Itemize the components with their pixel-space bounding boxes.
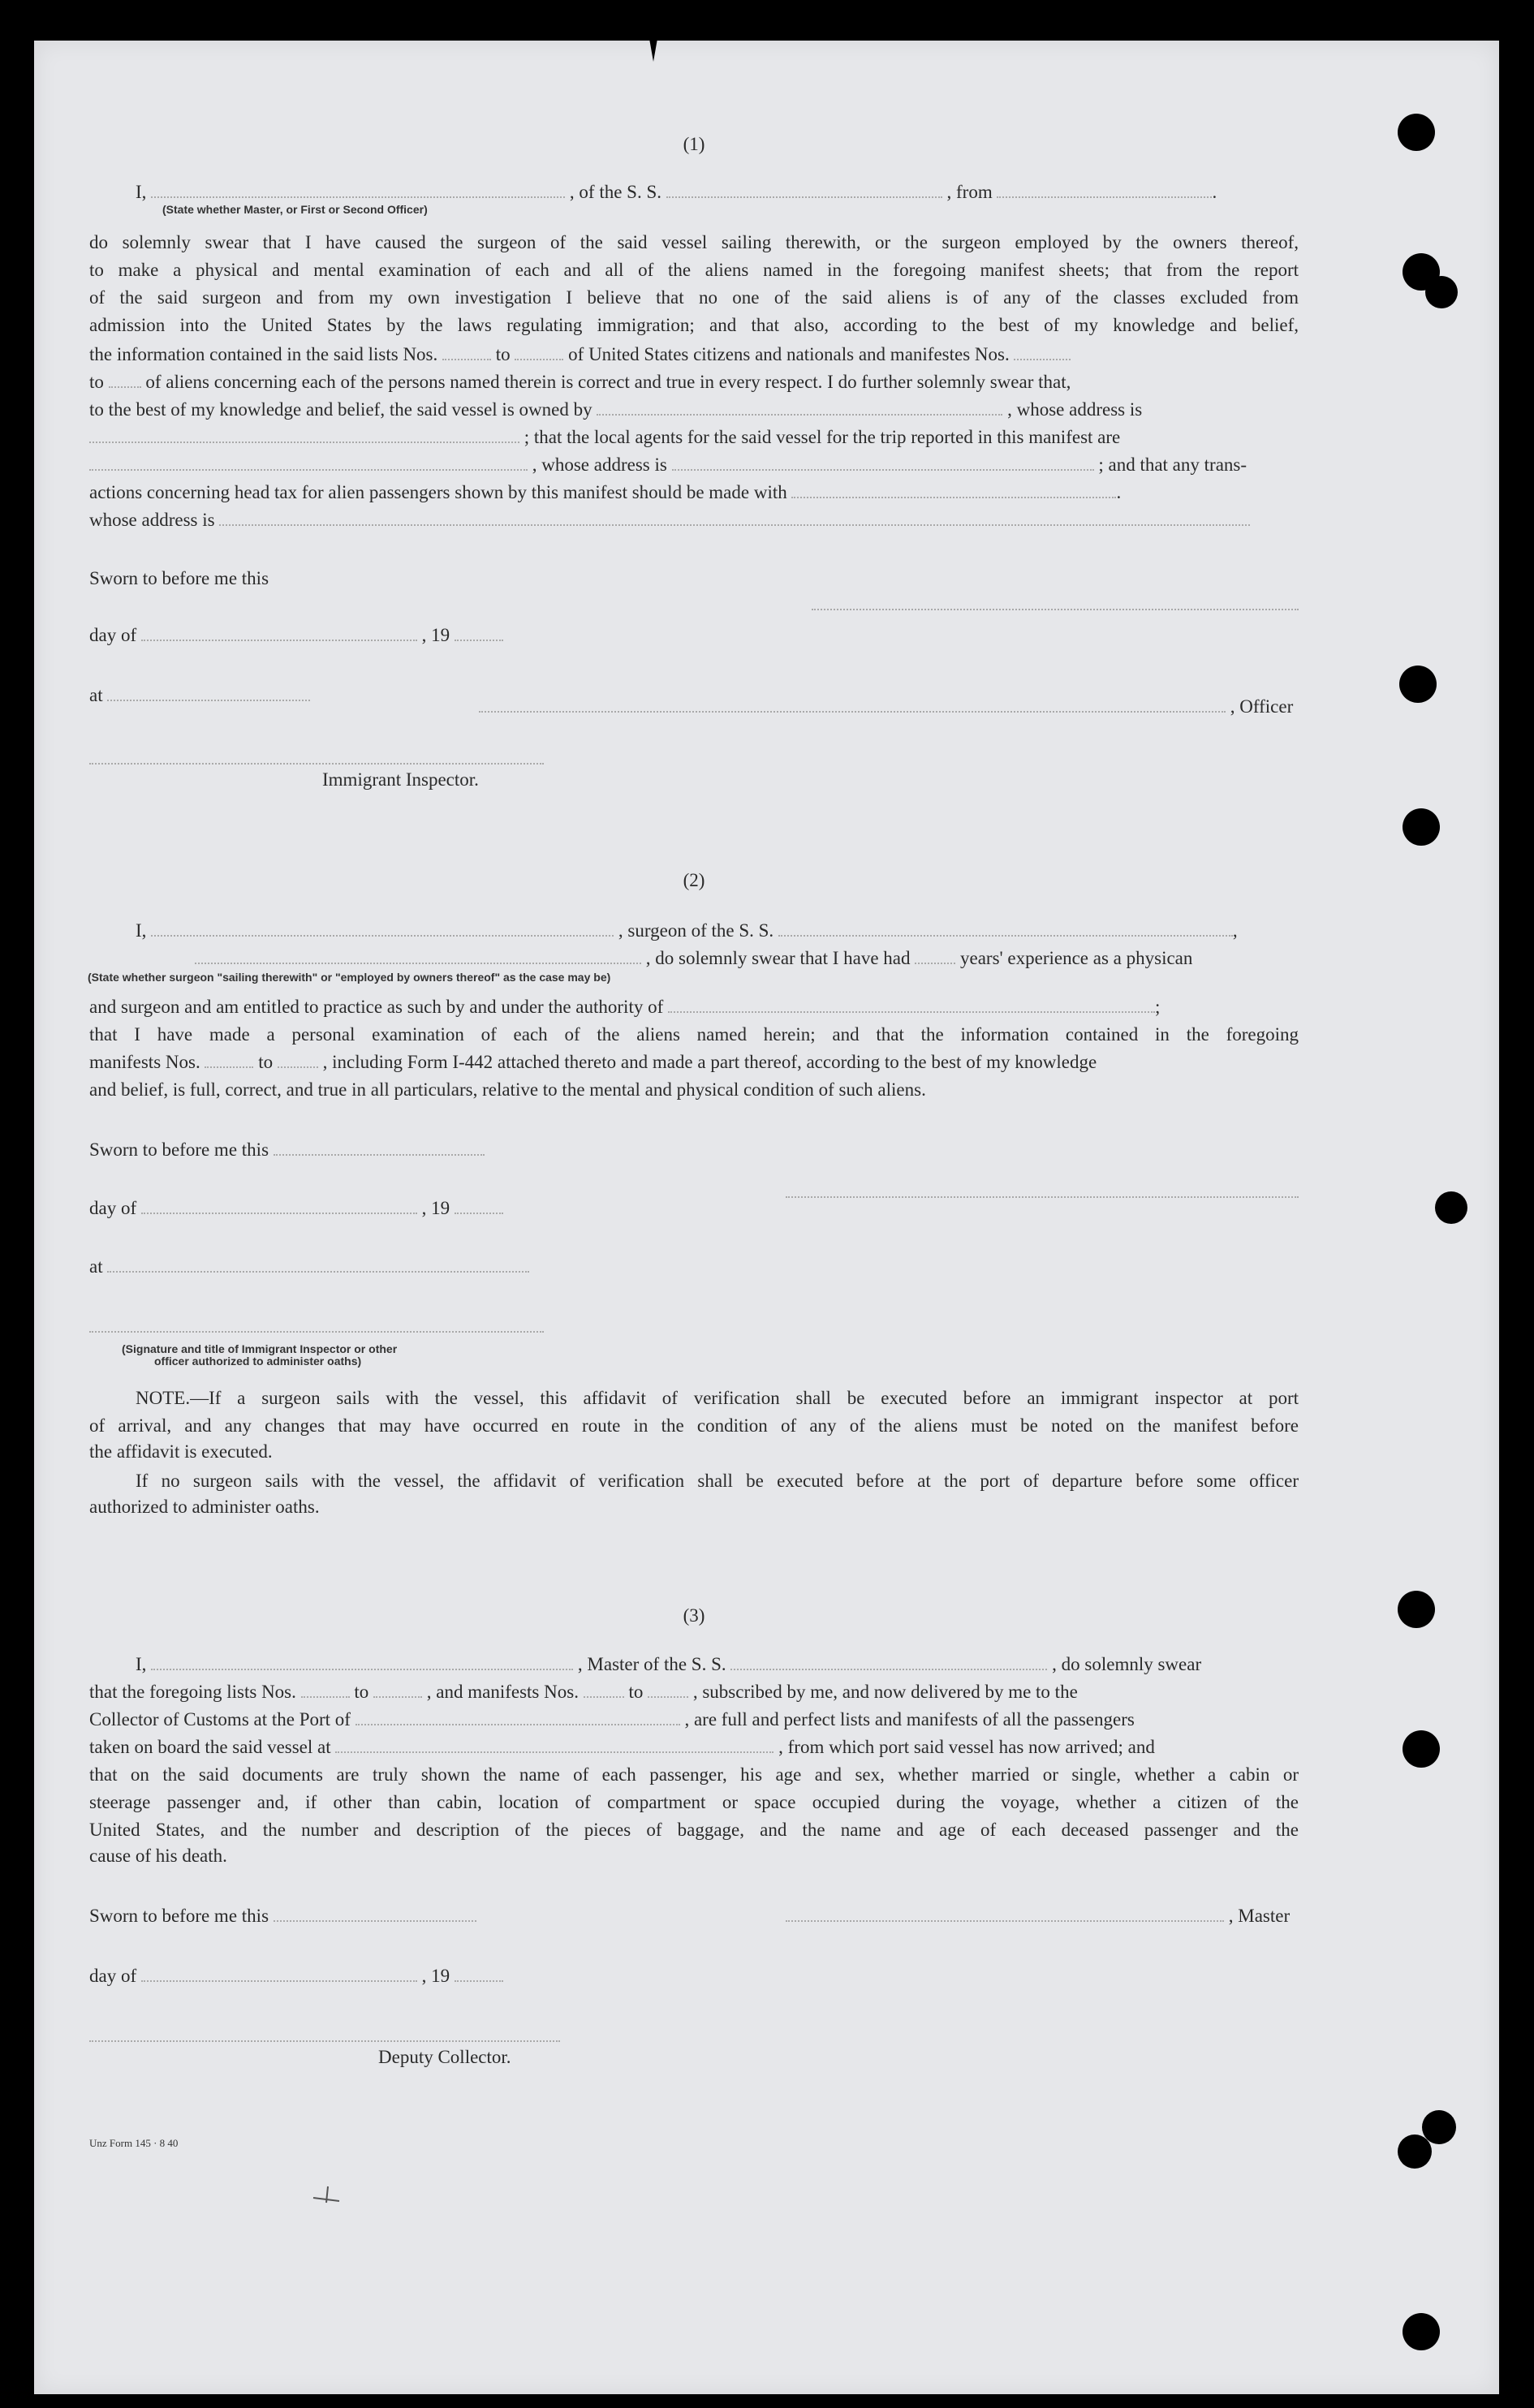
surgeon-note: (State whether surgeon "sailing therewith" or "employed by owners thereof" as the case may be) [88,971,611,984]
manifest-from-field[interactable] [1014,344,1071,360]
collector-label: Deputy Collector. [378,2047,511,2067]
manifest-to-field[interactable] [278,1052,318,1068]
collector-line [89,1708,1135,1732]
contact-address-field[interactable] [219,510,1250,526]
text: , and manifests Nos. [426,1682,579,1702]
note-2-last: authorized to administer oaths. [89,1497,320,1517]
manifest-from-field[interactable] [205,1052,253,1068]
text: , Master [1228,1906,1291,1926]
list-to-field[interactable] [515,344,563,360]
surgeon-name-field[interactable] [151,920,614,937]
text: to [354,1682,369,1702]
text: day of [89,625,137,645]
text: day of [89,1966,137,1986]
officer-note: (State whether Master, or First or Second Officer) [162,203,428,216]
text: manifests Nos. [89,1052,200,1072]
text: I, [136,182,147,202]
text: ; that the local agents for the said vessel for the trip reported in this manifest are [524,427,1121,447]
punch-hole [1435,1191,1467,1224]
master-ship-field[interactable] [730,1654,1047,1670]
exam-line: that I have made a personal examination of each of the aliens named herein; and that the information contained in the foregoing [89,1024,1299,1045]
day-field[interactable] [141,625,417,641]
section-3-body-line: United States, and the number and description of the pieces of baggage, and the name and age of each deceased passenger and the [89,1820,1299,1840]
text: , 19 [421,1198,450,1218]
collector-signature-line [89,2040,560,2042]
pen-mark-icon [310,2183,343,2208]
inspector-signature-line [89,1331,544,1333]
punch-hole [1403,2313,1440,2350]
sworn-day-field[interactable] [274,1139,485,1156]
agents-address-line [89,453,1247,477]
text: , are full and perfect lists and manifests of all the passengers [684,1709,1135,1730]
year-field[interactable] [455,1198,503,1214]
paper-notch-icon [647,34,660,67]
manifest-to-field[interactable] [648,1682,688,1698]
text: , including Form I-442 attached thereto and made a part thereof, according to the best of my knowledge [322,1052,1097,1072]
text: taken on board the said vessel at [89,1737,331,1757]
at-line [89,1255,529,1279]
text: , do solemnly swear [1052,1654,1202,1674]
master-name-field[interactable] [151,1654,573,1670]
manifests-line [89,1050,1097,1075]
day-field[interactable] [141,1198,417,1214]
text: , 19 [421,625,450,645]
text: whose address is [89,510,215,530]
form-number: Unz Form 145 · 8 40 [89,2137,179,2149]
text: day of [89,1198,137,1218]
signature-note: (Signature and title of Immigrant Inspector or other [122,1342,398,1355]
manifest-affidavit-page [34,41,1499,2394]
day-line [89,1196,503,1221]
day-line [89,1964,503,1988]
sworn-day-field[interactable] [274,1906,476,1922]
punch-hole [1398,114,1435,151]
text: to [495,344,511,364]
years-field[interactable] [915,948,955,964]
section-1-body-line: do solemnly swear that I have caused the surgeon of the said vessel sailing therewith, or the surgeon employed by the owners thereof, [89,232,1299,252]
section-3-body-line: that on the said documents are truly shown the name of each passenger, his age and sex, whether married or single, whether a cabin or [89,1764,1299,1785]
text: and surgeon and am entitled to practice as such by and under the authority of [89,997,664,1017]
sworn-line [89,1904,476,1928]
text: , whose address is [532,454,667,475]
year-field[interactable] [455,625,503,641]
text: , from [946,182,993,202]
punch-hole [1403,1730,1440,1768]
section-1-body-line: admission into the United States by the laws regulating immigration; and that also, according to the best of my knowledge and belief, [89,315,1299,335]
place-field[interactable] [107,1256,529,1273]
text: to [258,1052,274,1072]
text: that the foregoing lists Nos. [89,1682,296,1702]
agents-line [89,425,1120,450]
text: I, [136,920,147,941]
section-1-body-line: of the said surgeon and from my own investigation I believe that no one of the said aliens is of any of the classes excluded from [89,287,1299,308]
text: ; and that any trans- [1098,454,1247,475]
text: , Officer [1230,696,1294,717]
text: Collector of Customs at the Port of [89,1709,351,1730]
surgeon-title-field[interactable] [195,948,641,964]
text: , from which port said vessel has now arrived; and [778,1737,1155,1757]
lists-line [89,342,1071,367]
text: to the best of my knowledge and belief, the said vessel is owned by [89,399,592,420]
owner-line [89,398,1142,422]
punch-hole [1399,666,1437,703]
place-field[interactable] [107,685,310,701]
day-field[interactable] [141,1966,417,1982]
text: actions concerning head tax for alien passengers shown by this manifest should be made with [89,482,787,502]
head-tax-line: actions concerning head tax for alien passengers shown by this manifest should be made with . [89,482,1122,502]
punch-hole [1398,1591,1435,1628]
officer-line [479,695,1293,719]
officer-name-field[interactable] [151,182,565,198]
section-1-number: (1) [683,134,705,154]
port-field[interactable] [355,1709,680,1725]
aliens-line [89,370,1071,394]
list-from-field[interactable] [442,344,491,360]
section-3-last-line: cause of his death. [89,1846,227,1866]
manifest-from-field[interactable] [584,1682,624,1698]
text: , of the S. S. [569,182,662,202]
sworn-line [89,1138,485,1162]
ship-name-field[interactable] [666,182,942,198]
embarkation-port-field[interactable] [335,1737,773,1753]
master-signature-field[interactable] [786,1906,1224,1922]
text: , whose address is [1007,399,1143,420]
lists-line [89,1680,1078,1704]
text: Sworn to before me this [89,1906,269,1926]
authority-field[interactable] [668,997,1155,1013]
note-line: NOTE.—If a surgeon sails with the vessel, this affidavit of verification shall be executed before an immigrant inspector at port [136,1388,1299,1408]
section-2-first-line: I, , surgeon of the S. S. , [136,920,1238,941]
text: years' experience as a physican [960,948,1193,968]
punch-hole [1425,276,1458,308]
text: , surgeon of the S. S. [618,920,774,941]
section-3-first-line [136,1652,1201,1677]
note-last: the affidavit is executed. [89,1441,273,1462]
section-2-second-line [195,946,1192,971]
text: at [89,1256,103,1277]
text: , Master of the S. S. [577,1654,726,1674]
officer-signature-field[interactable] [479,696,1226,713]
text: at [89,685,103,705]
surgeon-signature-line [786,1196,1299,1198]
day-line [89,623,503,648]
inspector-signature-line [89,763,544,765]
surgeon-ship-field[interactable] [778,920,1233,937]
punch-hole [1403,808,1440,846]
note-line: of arrival, and any changes that may have occurred en route in the condition of any of the aliens must be noted on the manifest before [89,1415,1299,1436]
text: Sworn to before me this [89,1139,269,1160]
whose-address-line [89,508,1250,532]
head-tax-contact-field[interactable] [791,482,1116,498]
text: , subscribed by me, and now delivered by me to the [692,1682,1078,1702]
note-2-line: If no surgeon sails with the vessel, the affidavit of verification shall be executed before at the port of departure before some officer [136,1471,1299,1491]
list-from-field[interactable] [301,1682,350,1698]
signature-note: officer authorized to administer oaths) [154,1355,362,1368]
text: , 19 [421,1966,450,1986]
text: to [628,1682,644,1702]
inspector-label: Immigrant Inspector. [322,769,479,790]
text: to [89,372,104,392]
at-line [89,683,310,708]
origin-port-field[interactable] [997,182,1212,198]
sworn-label: Sworn to before me this [89,568,269,588]
text: of United States citizens and nationals and manifestes Nos. [568,344,1010,364]
taken-line [89,1735,1155,1760]
manifest-to-field[interactable] [109,372,141,388]
authority-line: and surgeon and am entitled to practice as such by and under the authority of ; [89,997,1161,1017]
belief-line: and belief, is full, correct, and true in all particulars, relative to the mental and physical condition of such aliens. [89,1079,926,1100]
list-to-field[interactable] [373,1682,422,1698]
text: I, [136,1654,147,1674]
punch-hole [1398,2134,1432,2169]
year-field[interactable] [455,1966,503,1982]
section-3-body-line: steerage passenger and, if other than cabin, location of compartment or space occupied during the voyage, whether a citizen of the [89,1792,1299,1812]
signature-line [812,609,1299,610]
section-1-body-line: to make a physical and mental examination of each and all of the aliens named in the foregoing manifest sheets; that from the report [89,260,1299,280]
section-1-first-line: I, , of the S. S. , from . [136,182,1217,202]
agents-address-field[interactable] [672,454,1094,471]
master-signature-line [786,1904,1290,1928]
text: the information contained in the said lists Nos. [89,344,438,364]
local-agents-field[interactable] [89,454,528,471]
owner-address-field[interactable] [89,427,519,443]
section-2-number: (2) [683,870,705,890]
text: , do solemnly swear that I have had [645,948,911,968]
owner-name-field[interactable] [597,399,1002,416]
text: of aliens concerning each of the persons named therein is correct and true in every respect. I do further solemnly swear that, [145,372,1071,392]
section-3-number: (3) [683,1605,705,1626]
